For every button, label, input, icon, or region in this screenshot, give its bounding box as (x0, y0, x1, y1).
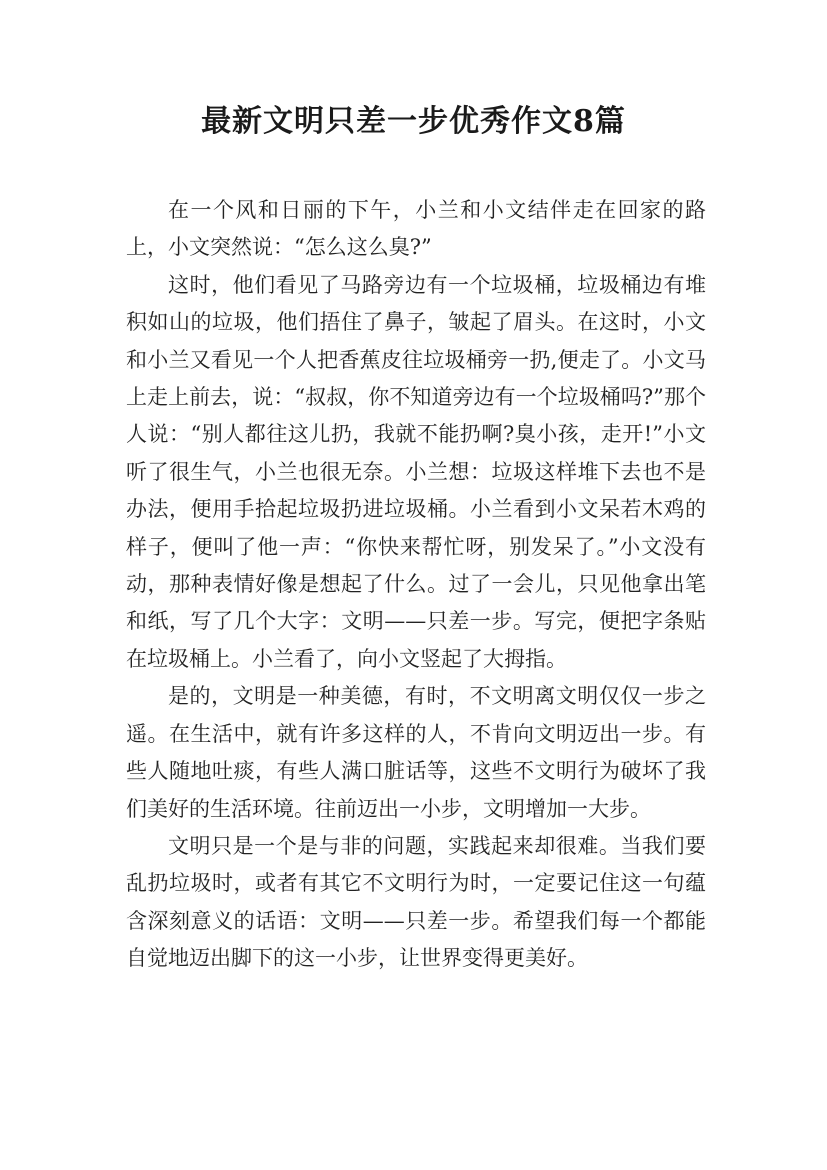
document-title: 最新文明只差一步优秀作文8篇 (201, 104, 626, 139)
paragraph-1: 在一个风和日丽的下午，小兰和小文结伴走在回家的路上，小文突然说：“怎么这么臭?” (126, 198, 706, 260)
document-body (126, 192, 706, 978)
paragraph-2: 这时，他们看见了马路旁边有一个垃圾桶，垃圾桶边有堆积如山的垃圾，他们捂住了鼻子，皱起了眉头。在这时，小文和小兰又看见一个人把香蕉皮往垃圾桶旁一扔,便走了。小文马上走上前去，说：“叔叔，你不知道旁边有一个垃圾桶吗?”那个人说：“别人都往这儿扔，我就不能扔啊?臭小孩，走开!”小文听了很生气，小兰也很无奈。小兰想：垃圾这样堆下去也不是办法，便用手拾起垃圾扔进垃圾桶。小兰看到小文呆若木鸡的样子，便叫了他一声：“你快来帮忙呀，别发呆了。”小文没有动，那种表情好像是想起了什么。过了一会儿，只见他拿出笔和纸，写了几个大字：文明——只差一步。写完，便把字条贴在垃圾桶上。小兰看了，向小文竖起了大拇指。 (126, 272, 706, 671)
paragraph-4: 文明只是一个是与非的问题，实践起来却很难。当我们要乱扔垃圾时，或者有其它不文明行为时，一定要记住这一句蕴含深刻意义的话语：文明——只差一步。希望我们每一个都能自觉地迈出脚下的这一小步，让世界变得更美好。 (126, 833, 706, 971)
paragraph-3: 是的，文明是一种美德，有时，不文明离文明仅仅一步之遥。在生活中，就有许多这样的人，不肯向文明迈出一步。有些人随地吐痰，有些人满口脏话等，这些不文明行为破坏了我们美好的生活环境。往前迈出一小步，文明增加一大步。 (126, 684, 706, 821)
